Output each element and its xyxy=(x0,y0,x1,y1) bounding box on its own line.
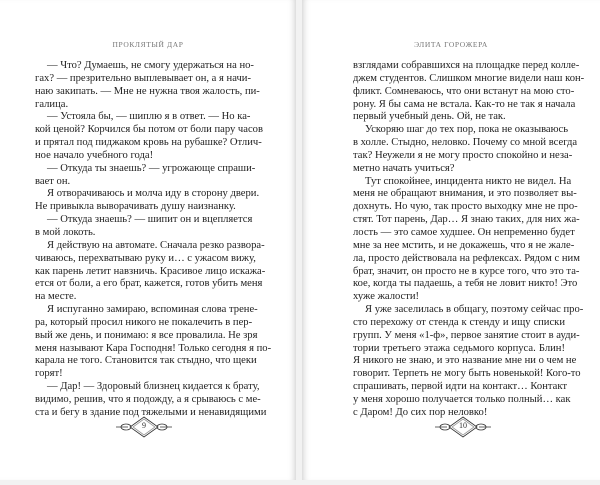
text-line: Я испуганно замираю, вспоминая слова трене- xyxy=(47,304,258,316)
page-number: 10 xyxy=(459,421,467,430)
text-line: Я действую на автомате. Сначала резко развора- xyxy=(47,239,265,251)
text-line: — Что? Думаешь, не смогу удержаться на но- xyxy=(47,60,254,71)
text-line: дохнуть. Но чую, так просто выходку мне не про- xyxy=(353,201,578,213)
left-page xyxy=(0,0,296,480)
text-line: рону. Я бы сама не встала. Как-то не так я начала xyxy=(353,98,576,110)
text-line: у меня хорошо получается только полный… как xyxy=(353,393,571,405)
text-line: как парень летит навзничь. Красивое лицо искажа- xyxy=(35,265,266,277)
text-line: с Даром! До сих пор неловко! xyxy=(353,406,488,418)
body-text xyxy=(35,60,272,420)
text-line: фликт. Сомневаюсь, что они встанут на мою сто- xyxy=(353,85,575,97)
page-number-ornament xyxy=(114,416,174,438)
text-line: чиваюсь, перехватываю руку и… с ужасом вижу, xyxy=(35,252,256,264)
text-line: первый учебный день. Ой, не так. xyxy=(353,111,506,123)
text-line: кое, когда ты падаешь, а тебя не ловит никто! Это xyxy=(353,278,578,290)
text-line: так? Неужели я не могу просто спокойно и неза- xyxy=(353,149,573,161)
text-line: Ускоряю шаг до тех пор, пока не оказываюсь xyxy=(365,124,569,136)
text-line: горят! xyxy=(35,368,63,380)
text-line: в холле. Стыдно, неловко. Почему со мной всегда xyxy=(353,137,578,149)
text-line: в мой локоть. xyxy=(35,226,96,238)
text-line: и прятал под пиджаком кровь на рубашке? Отлич- xyxy=(35,137,262,149)
text-line: лость — это самое худшее. Он непременно будет xyxy=(353,226,575,238)
text-line: Тут спокойнее, инцидента никто не видел. На xyxy=(365,175,572,187)
text-line: вает он. xyxy=(35,175,71,187)
page-number-ornament xyxy=(433,416,493,438)
text-line: хуже жалости! xyxy=(353,291,420,303)
text-line: говорит. Терпеть не могу быть новенькой! Кого-то xyxy=(353,368,581,380)
text-line: тории третьего этажа седьмого корпуса. Блин! xyxy=(353,342,565,354)
text-line: мне за нее мстить, и не докажешь, что я не жале- xyxy=(353,239,575,251)
running-header: ПРОКЛЯТЫЙ ДАР xyxy=(112,40,184,49)
text-line: групп. У меня «1-ф», первое занятие стоит в ауди- xyxy=(353,329,580,341)
text-line: метно начать учиться? xyxy=(353,162,455,174)
running-header: ЭЛИТА ГОРОЖЕРА xyxy=(414,40,488,49)
text-line: ла, просто действовала на рефлексах. Рядом с ним xyxy=(353,252,580,264)
text-line: карала не того. Становится так стыдно, что щеки xyxy=(35,355,257,367)
text-line: взглядами собравшихся на площадке перед колле- xyxy=(353,60,580,71)
text-line: меня называют Кара Господня! Только сегодня я по- xyxy=(35,342,272,354)
right-page xyxy=(302,0,600,480)
text-line: — Откуда знаешь? — шипит он и вцепляется xyxy=(47,214,253,226)
text-line: ста и бегу в здание под тяжелыми и ненавидящими xyxy=(35,406,267,418)
text-line: ное начало учебного года! xyxy=(35,149,154,161)
text-line: наю закипать. — Мне не нужна твоя жалость, пи- xyxy=(35,85,260,97)
text-line: галица. xyxy=(35,98,69,110)
text-line: брат, значит, он просто не в курсе того, что это та- xyxy=(353,265,580,277)
body-text xyxy=(353,60,585,420)
text-line: джем студентов. Слишком многие видели наш кон- xyxy=(353,72,585,84)
text-line: — Дар! — Здоровый близнец кидается к брату, xyxy=(47,381,260,393)
page-number: 9 xyxy=(142,421,146,430)
text-line: Я никого не знаю, и это название мне ни о чем не xyxy=(353,355,577,367)
text-line: сто перехожу от стенда к стенду и ищу списки xyxy=(353,316,565,328)
text-line: на месте. xyxy=(35,291,77,303)
text-line: кой ценой? Корчился бы потом от боли пару часов xyxy=(35,124,263,136)
text-line: вый же день, и понимаю: я все провалила. Не зря xyxy=(35,329,258,341)
text-line: меня не обращают внимания, и это позволяет вы- xyxy=(353,188,577,200)
text-line: Я уже заселилась в общагу, поэтому сейчас про- xyxy=(365,304,584,316)
text-line: спрашивать, первой идти на контакт… Контакт xyxy=(353,381,568,393)
text-line: гах? — презрительно выплевывает он, а я начи- xyxy=(35,72,251,84)
text-line: ется от боли, а его брат, кажется, готов убить меня xyxy=(35,278,263,290)
text-line: Не привыкла выворачивать душу наизнанку. xyxy=(35,201,236,213)
text-line: Я отворачиваюсь и молча иду в сторону двери. xyxy=(47,188,260,200)
text-line: видимо, решив, что я подожду, а я срываюсь с ме- xyxy=(35,393,261,405)
text-line: — Устояла бы, — шиплю я в ответ. — Но ка- xyxy=(47,111,251,123)
text-line: — Откуда ты знаешь? — угрожающе спраши- xyxy=(47,162,256,174)
text-line: стят. Тот парень, Дар… Я знаю таких, для них жа- xyxy=(353,214,580,226)
text-line: ра, который просил никого не покалечить в пер- xyxy=(35,316,253,328)
